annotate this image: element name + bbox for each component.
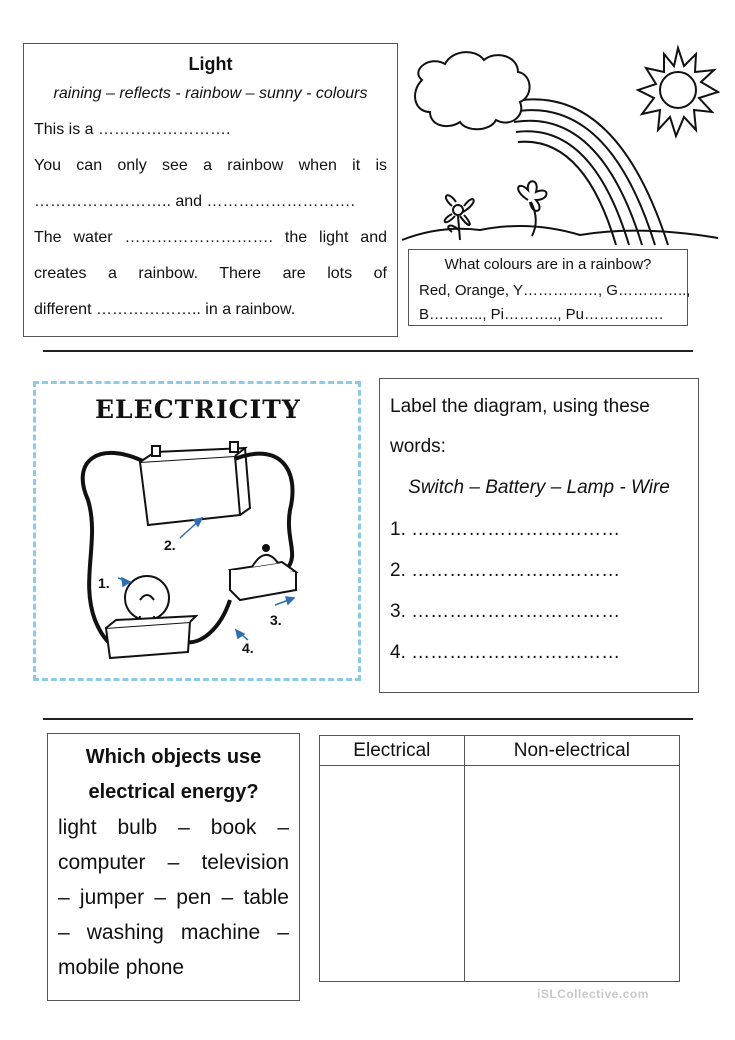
objects-question-line-2: electrical energy?: [88, 781, 259, 803]
watermark: iSLCollective.com: [537, 987, 649, 1001]
rainbow-colours-line-2: B……….., Pi……….., Pu…………….: [419, 306, 664, 323]
light-line-6: different ……………….. in a rainbow.: [34, 301, 296, 318]
rainbow-illustration: [400, 40, 720, 255]
section-divider-2: [43, 718, 693, 720]
diagram-label-4: 4.: [242, 640, 254, 656]
section-divider-1: [43, 350, 693, 352]
light-line-1: This is a …………………….: [34, 121, 231, 138]
objects-line-1: light bulb – book –: [58, 816, 289, 839]
column-header-electrical: Electrical: [320, 736, 465, 766]
label-diagram-box: [379, 378, 699, 693]
light-line-5: creates a rainbow. There are lots of: [34, 265, 387, 282]
answer-line-3: 3. ……………………………: [390, 601, 621, 622]
circuit-diagram: [60, 430, 330, 670]
diagram-label-3: 3.: [270, 612, 282, 628]
rainbow-colours-box: [408, 249, 691, 326]
answer-line-1: 1. ……………………………: [390, 519, 621, 540]
objects-question-box: [47, 733, 300, 1001]
diagram-label-1: 1.: [98, 575, 110, 591]
electricity-title: ELECTRICITY: [95, 395, 301, 424]
light-exercise-box: [23, 43, 398, 337]
rainbow-colours-line-1: Red, Orange, Y……………, G…………..,: [419, 282, 691, 299]
label-word-bank: Switch – Battery – Lamp - Wire: [408, 477, 670, 498]
label-instruction-2: words:: [390, 436, 446, 457]
light-title: Light: [188, 54, 233, 74]
objects-line-5: mobile phone: [58, 956, 185, 979]
objects-question-line-1: Which objects use: [85, 746, 262, 768]
answer-line-2: 2. ……………………………: [390, 560, 621, 581]
light-word-bank: raining – reflects - rainbow – sunny - colours: [53, 85, 368, 102]
objects-line-4: – washing machine –: [58, 921, 289, 944]
label-instruction-1: Label the diagram, using these: [390, 396, 650, 417]
non-electrical-answer-cell[interactable]: [464, 766, 679, 982]
answer-line-4: 4. ……………………………: [390, 642, 621, 663]
diagram-label-2: 2.: [164, 537, 176, 553]
electrical-answer-cell[interactable]: [320, 766, 465, 982]
objects-line-3: – jumper – pen – table: [58, 886, 289, 909]
column-header-non-electrical: Non-electrical: [464, 736, 679, 766]
rainbow-question: What colours are in a rainbow?: [444, 256, 652, 273]
light-line-4: The water ………………………. the light and: [34, 229, 387, 246]
light-line-2: You can only see a rainbow when it is: [34, 157, 387, 174]
objects-line-2: computer – television: [58, 851, 289, 874]
light-line-3: …………………….. and ……………………….: [34, 193, 355, 210]
sorting-table: [319, 735, 680, 982]
